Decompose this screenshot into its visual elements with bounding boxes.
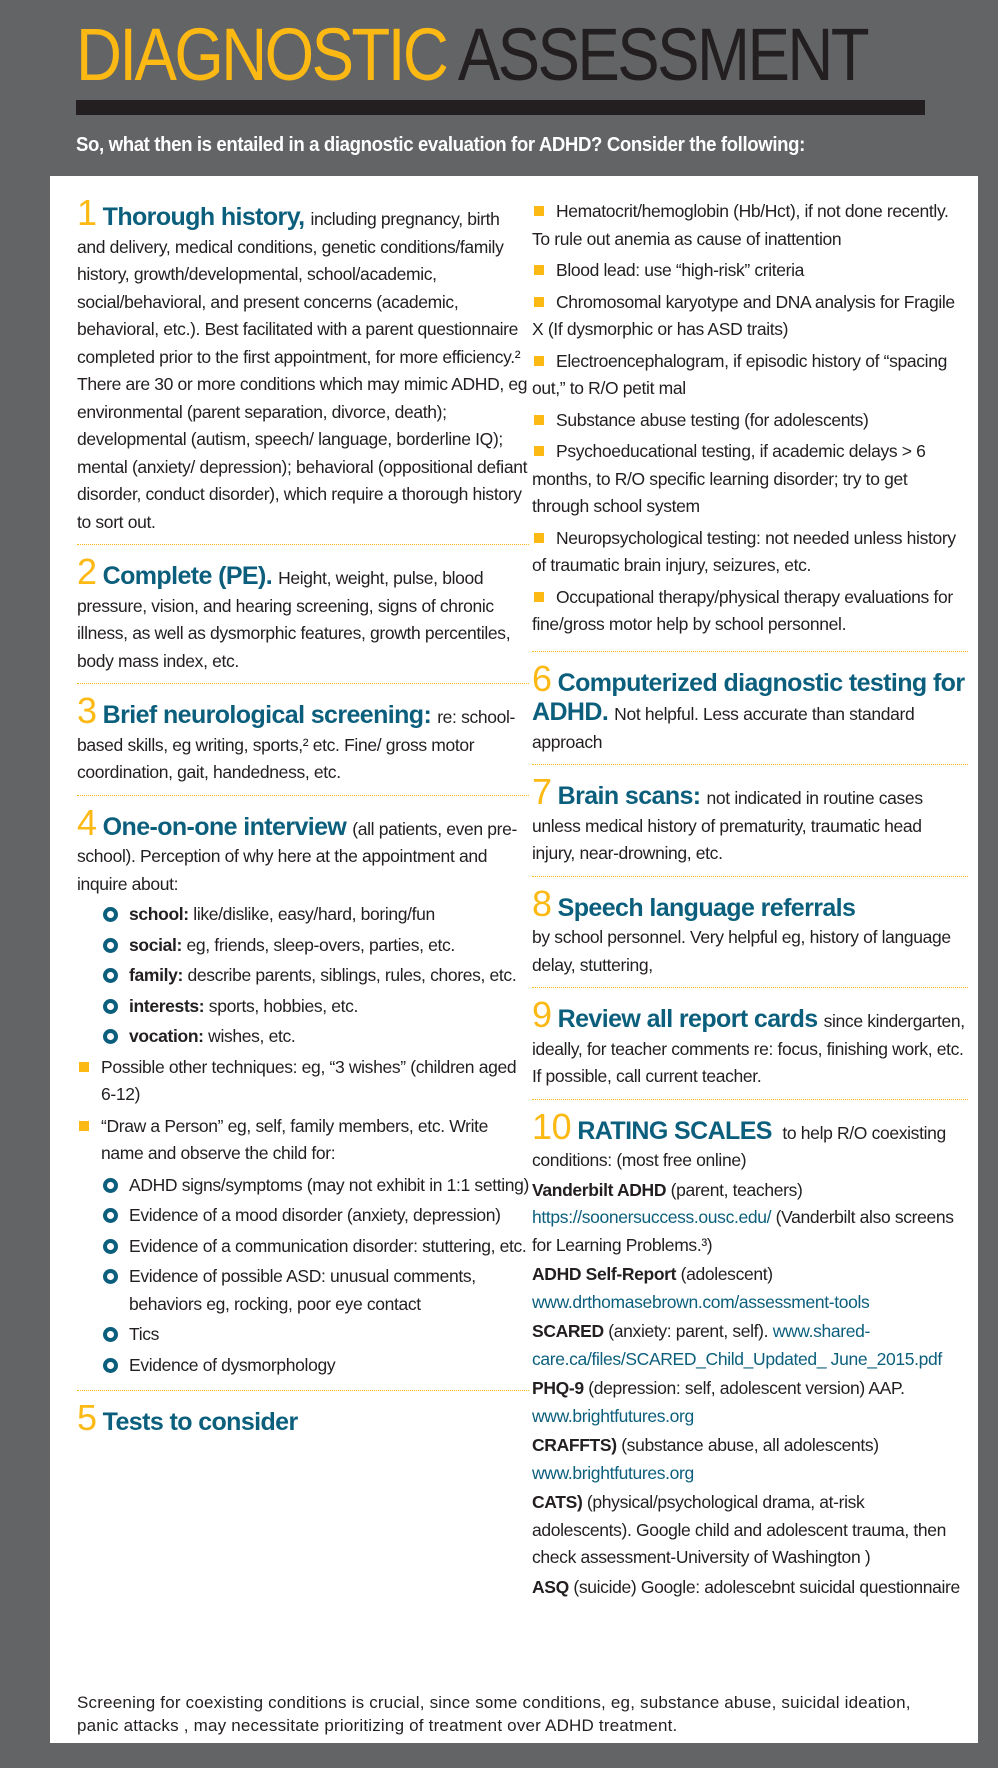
right-column (532, 196, 968, 1621)
square-bullet-icon (534, 356, 544, 366)
circle-bullet-icon (103, 1239, 118, 1254)
topic-text: eg, friends, sleep-overs, parties, etc. (186, 934, 455, 955)
section-text: Not helpful. Less accurate than standard approach (532, 704, 915, 752)
section-number: 4 (77, 801, 97, 843)
section-neuro-screening (77, 690, 529, 796)
circle-bullet-icon (103, 938, 118, 953)
observation-text: ADHD signs/symptoms (may not exhibit in 1:1 setting) (129, 1174, 530, 1195)
square-bullet-icon (534, 592, 544, 602)
observation-text: Evidence of a communication disorder: stuttering, etc. (129, 1235, 527, 1256)
list-item (532, 438, 968, 521)
scale-link[interactable]: https://soonersuccess.ousc.edu/ (532, 1207, 772, 1227)
scale-description: (adolescent) (676, 1264, 773, 1284)
section-number: 2 (77, 551, 97, 592)
scale-description: (suicide) Google: adolescebnt suicidal questionnaire (568, 1576, 960, 1597)
test-text: Neuropsychological testing: not needed unless history of traumatic brain injury, seizures, etc. (532, 527, 956, 575)
list-item (103, 1202, 529, 1230)
section-report-cards (532, 994, 968, 1100)
list-item (103, 1321, 529, 1349)
list-item (532, 348, 968, 403)
left-column (77, 192, 530, 1457)
scale-link[interactable]: www.brightfutures.org (532, 1405, 694, 1426)
test-text: Substance abuse testing (for adolescents) (556, 409, 869, 430)
scale-link[interactable]: www.shared-care.ca/files/SCARED_Child_Updated_ June_2015.pdf (532, 1321, 942, 1369)
section-text: Height, weight, pulse, blood pressure, vision, and hearing screening, signs of chronic illness, as well as dysmorphic features, growth percentiles, body mass index, etc. (77, 568, 511, 671)
topic-text: describe parents, siblings, rules, chores, etc. (187, 965, 517, 985)
list-item (532, 407, 968, 435)
section-text: since kindergarten, ideally, for teacher comments re: focus, finishing work, etc. If possible, call current teacher. (532, 1011, 965, 1086)
list-item (532, 584, 968, 639)
page-title (76, 13, 867, 96)
scale-link[interactable]: www.brightfutures.org (532, 1462, 694, 1483)
square-bullet-icon (534, 446, 544, 456)
rating-scale-entry (532, 1318, 968, 1373)
test-text: Occupational therapy/physical therapy evaluations for fine/gross motor help by school personnel. (532, 586, 953, 634)
list-item (532, 525, 968, 580)
section-heading: Review all report cards (557, 1005, 818, 1033)
topic-label: vocation: (129, 1026, 204, 1046)
rating-scale-entry (532, 1177, 968, 1260)
section-interview (77, 801, 530, 1392)
section-number: 1 (77, 192, 97, 233)
tests-list-section (532, 198, 968, 652)
section-text: by school personnel. Very helpful eg, history of language delay, stuttering, (532, 927, 951, 975)
section-text: (all patients, even pre-school). Perception of why here at the appointment and inquire about: (77, 818, 518, 894)
title-rule (76, 100, 925, 115)
topic-label: school: (129, 904, 189, 924)
rating-scale-entry (532, 1261, 968, 1316)
scale-name: ASQ (532, 1576, 569, 1597)
title-word-diagnostic: DIAGNOSTIC (76, 13, 447, 96)
section-heading: RATING SCALES (577, 1116, 772, 1145)
list-item (532, 198, 968, 253)
section-tests (77, 1397, 529, 1447)
list-item (103, 932, 529, 960)
circle-bullet-icon (103, 1269, 118, 1284)
rating-scale-entry (532, 1489, 968, 1572)
topic-text: like/dislike, easy/hard, boring/fun (193, 904, 435, 924)
technique-text: Possible other techniques: eg, “3 wishes” (children aged 6-12) (101, 1056, 517, 1104)
section-text: re: school-based skills, eg writing, sports,² etc. Fine/ gross motor coordination, gait, handedness, etc. (77, 707, 516, 782)
section-rating-scales (532, 1105, 968, 1612)
observation-text: Evidence of dysmorphology (129, 1354, 336, 1375)
circle-bullet-icon (103, 1029, 118, 1044)
list-item (103, 1172, 529, 1200)
list-item (77, 1054, 529, 1109)
topic-label: interests: (129, 995, 205, 1016)
section-heading: Complete (PE). (102, 562, 273, 590)
list-item (103, 1263, 529, 1318)
section-brain-scans (532, 771, 968, 877)
scale-description: (anxiety: parent, self). (603, 1321, 773, 1341)
section-text: including pregnancy, birth and delivery, medical conditions, genetic conditions/family history, growth/developmental, school/academic, social/behavioral, and present concerns (academic, behavioral, etc.). Best facilitated with a parent questionnaire completed prior to the first appointment, for more efficiency.² There are 30 or more conditions which may mimic ADHD, eg environmental (parent separation, divorce, death); developmental (autism, speech/ language, borderline IQ); mental (anxiety/ depression); behavioral (oppositional defiant disorder, conduct disorder), which require a thorough history to sort out. (77, 209, 528, 532)
square-bullet-icon (534, 297, 544, 307)
section-computerized-testing (532, 657, 968, 766)
techniques-list (77, 1054, 529, 1168)
rating-scale-entry (532, 1574, 968, 1602)
topic-text: wishes, etc. (208, 1026, 296, 1046)
section-speech-referrals (532, 882, 968, 989)
test-text: Psychoeducational testing, if academic delays > 6 months, to R/O specific learning disorder; try to get through school system (532, 441, 926, 516)
scale-description: (depression: self, adolescent version) AAP. (583, 1378, 905, 1398)
square-bullet-icon (79, 1121, 89, 1131)
scale-name: SCARED (532, 1321, 604, 1341)
list-item (103, 901, 529, 929)
scale-name: CRAFFTS) (532, 1435, 617, 1455)
circle-bullet-icon (103, 1327, 118, 1342)
content-panel (50, 176, 978, 1743)
list-item (532, 289, 968, 344)
topic-label: social: (129, 934, 182, 955)
circle-bullet-icon (103, 1208, 118, 1223)
title-word-assessment: ASSESSMENT (457, 13, 867, 96)
section-number: 6 (532, 657, 552, 699)
square-bullet-icon (534, 415, 544, 425)
test-text: Hematocrit/hemoglobin (Hb/Hct), if not done recently. To rule out anemia as cause of inattention (532, 201, 949, 249)
scale-name: PHQ-9 (532, 1378, 584, 1398)
section-number: 10 (532, 1105, 572, 1147)
topic-text: sports, hobbies, etc. (208, 995, 359, 1016)
test-text: Chromosomal karyotype and DNA analysis for Fragile X (If dysmorphic or has ASD traits) (532, 291, 955, 339)
section-heading: One-on-one interview (102, 812, 347, 841)
section-heading: Brief neurological screening: (102, 701, 432, 729)
section-number: 7 (532, 771, 552, 812)
list-item (77, 1113, 529, 1168)
section-number: 8 (532, 882, 552, 924)
scale-description: (substance abuse, all adolescents) (616, 1435, 879, 1455)
square-bullet-icon (79, 1062, 89, 1072)
square-bullet-icon (534, 533, 544, 543)
circle-bullet-icon (103, 999, 118, 1014)
observation-text: Evidence of a mood disorder (anxiety, depression) (129, 1205, 501, 1225)
list-item (103, 1233, 529, 1261)
scale-description: (Vanderbilt also screens for Learning Problems.³) (532, 1207, 954, 1255)
scale-name: Vanderbilt ADHD (532, 1179, 667, 1200)
list-item (103, 993, 529, 1021)
tests-list (532, 198, 968, 639)
section-physical-exam (77, 551, 529, 684)
circle-bullet-icon (103, 1358, 118, 1373)
scale-description: (physical/psychological drama, at-risk adolescents). Google child and adolescent trauma, then check assessment-University of Washington ) (532, 1492, 947, 1567)
section-heading: Tests to consider (102, 1408, 298, 1436)
subtitle: So, what then is entailed in a diagnostic evaluation for ADHD? Consider the following: (76, 134, 805, 156)
section-heading: Speech language referrals (557, 893, 856, 922)
scale-name: ADHD Self-Report (532, 1264, 677, 1284)
rating-scales-list (532, 1177, 968, 1602)
scale-link[interactable]: www.drthomasebrown.com/assessment-tools (532, 1291, 870, 1312)
interview-topics (103, 901, 529, 1051)
section-text: to help R/O coexisting conditions: (most free online) (532, 1122, 946, 1170)
test-text: Electroencephalogram, if episodic history of “spacing out,” to R/O petit mal (532, 350, 947, 398)
observation-list (103, 1172, 529, 1380)
square-bullet-icon (534, 265, 544, 275)
footer-note: Screening for coexisting conditions is crucial, since some conditions, eg, substance abuse, suicidal ideation, panic attacks , may necessitate prioritizing of treatment over ADHD treatment. (77, 1693, 911, 1735)
section-number: 5 (77, 1397, 97, 1438)
scale-description: (parent, teachers) (666, 1179, 803, 1200)
observation-text: Tics (129, 1324, 160, 1344)
test-text: Blood lead: use “high-risk” criteria (556, 260, 805, 280)
section-heading: Brain scans: (557, 782, 701, 810)
technique-text: “Draw a Person” eg, self, family members, etc. Write name and observe the child for: (101, 1115, 489, 1163)
section-heading: Thorough history, (102, 203, 305, 231)
circle-bullet-icon (103, 1178, 118, 1193)
list-item (532, 257, 968, 285)
list-item (103, 1023, 529, 1051)
rating-scale-entry (532, 1432, 968, 1487)
circle-bullet-icon (103, 968, 118, 983)
section-number: 3 (77, 690, 97, 731)
section-history (77, 192, 529, 545)
topic-label: family: (129, 965, 183, 985)
scale-name: CATS) (532, 1492, 583, 1512)
square-bullet-icon (534, 206, 544, 216)
circle-bullet-icon (103, 907, 118, 922)
list-item (103, 962, 529, 990)
section-text: not indicated in routine cases unless medical history of prematurity, traumatic head injury, near-drowning, etc. (532, 788, 923, 863)
section-heading: Computerized diagnostic testing for ADHD. (532, 668, 965, 726)
observation-text: Evidence of possible ASD: unusual comments, behaviors eg, rocking, poor eye contact (129, 1266, 476, 1314)
section-number: 9 (532, 994, 552, 1035)
rating-scale-entry (532, 1375, 968, 1430)
list-item (103, 1352, 529, 1380)
